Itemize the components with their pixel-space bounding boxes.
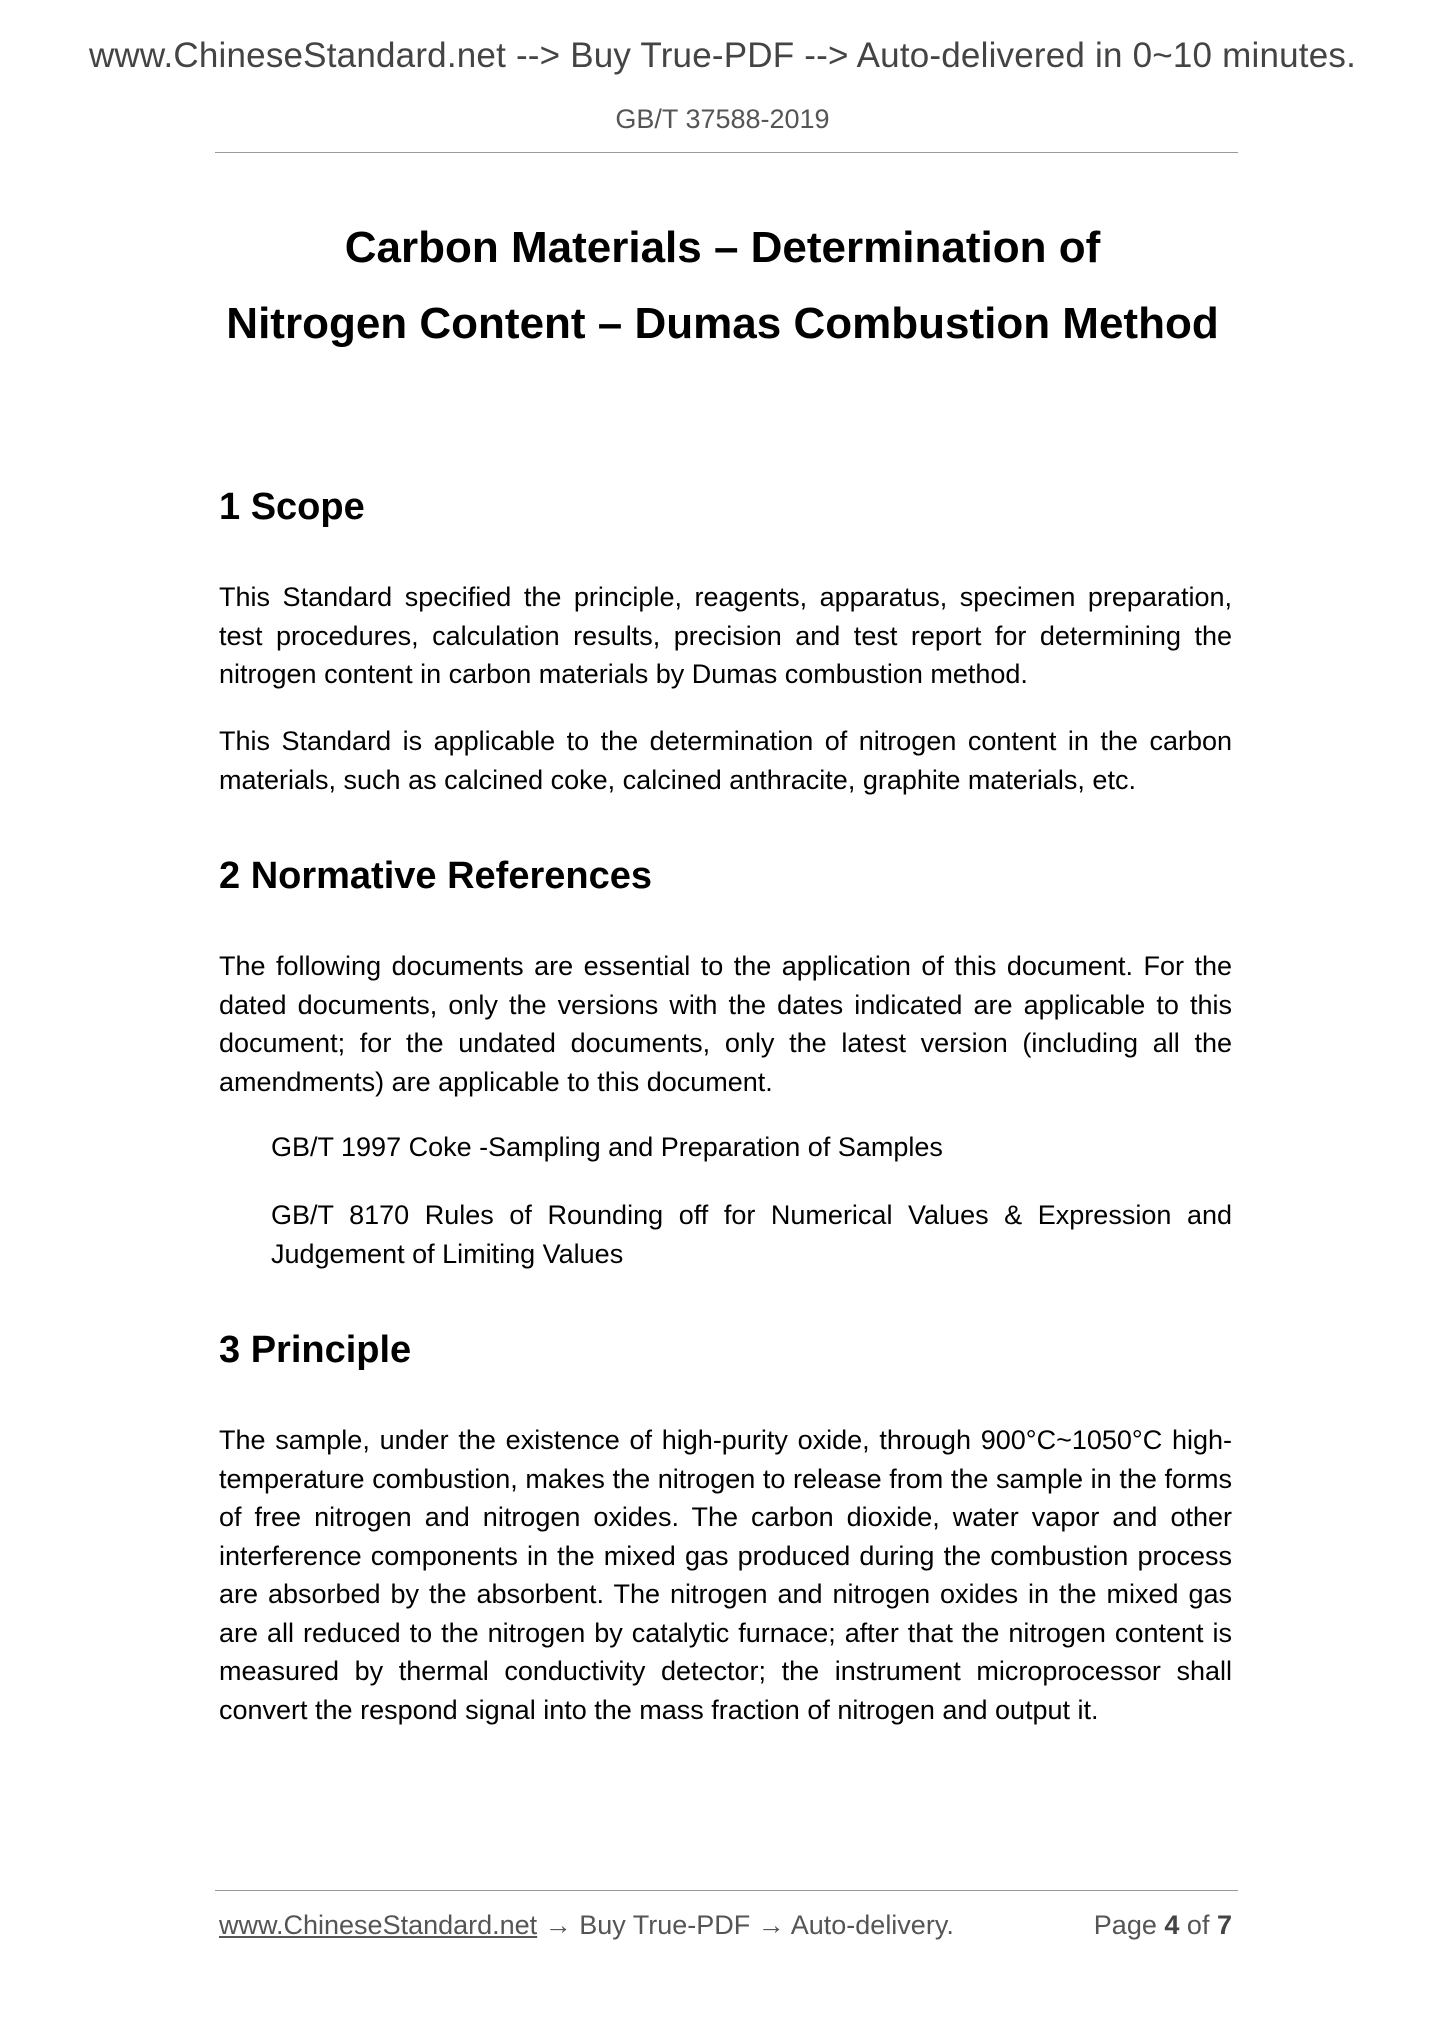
page-label: Page [1093,1910,1157,1940]
footer-divider [215,1890,1238,1891]
scope-paragraph-2: This Standard is applicable to the determination of nitrogen content in the carbon materials, such as calcined coke, calcined anthracite, graphite materials, etc. [219,726,1232,795]
section-heading-principle: 3 Principle [219,1329,412,1371]
section-heading-scope: 1 Scope [219,486,365,528]
footer-delivery-text: → Buy True-PDF → Auto-delivery. [537,1910,954,1940]
section-heading-normative-references: 2 Normative References [219,855,652,897]
title-line-1: Carbon Materials – Determination of [344,223,1101,272]
principle-paragraph-1: The sample, under the existence of high-purity oxide, through 900°C~1050°C high-temperature combustion, makes the nitrogen to release from the sample in the forms of free nitrogen and nitrogen oxides. The carbon dioxide, water vapor and other interference components in the mixed gas produced during the combustion process are absorbed by the absorbent. The nitrogen and nitrogen oxides in the mixed gas are all reduced to the nitrogen by catalytic furnace; after that the nitrogen content is measured by thermal conductivity detector; the instrument microprocessor shall convert the respond signal into the mass fraction of nitrogen and output it. [219,1425,1232,1725]
page-total: 7 [1216,1910,1232,1940]
reference-item: GB/T 8170 Rules of Rounding off for Numerical Values & Expression and Judgement of Limiting Values [271,1200,1232,1269]
page-of-label: of [1186,1910,1210,1940]
page-number [1094,1910,1232,1941]
footer-website-link[interactable]: www.ChineseStandard.net [219,1910,538,1940]
title-line-2: Nitrogen Content – Dumas Combustion Method [226,299,1219,348]
top-banner: www.ChineseStandard.net --> Buy True-PDF --> Auto-delivered in 0~10 minutes. [88,36,1357,75]
standard-code: GB/T 37588-2019 [615,104,830,134]
page-footer [219,1910,1232,1941]
header-divider [215,152,1238,153]
page-current: 4 [1164,1910,1180,1940]
normative-paragraph-1: The following documents are essential to the application of this document. For the dated documents, only the versions with the dates indicated are applicable to this document; for the undated documents, only the latest version (including all the amendments) are applicable to this document. [219,951,1232,1097]
scope-paragraph-1: This Standard specified the principle, reagents, apparatus, specimen preparation, test procedures, calculation results, precision and test report for determining the nitrogen content in carbon materials by Dumas combustion method. [219,582,1232,689]
reference-item: GB/T 1997 Coke -Sampling and Preparation of Samples [271,1132,943,1162]
document-title [0,210,1445,362]
